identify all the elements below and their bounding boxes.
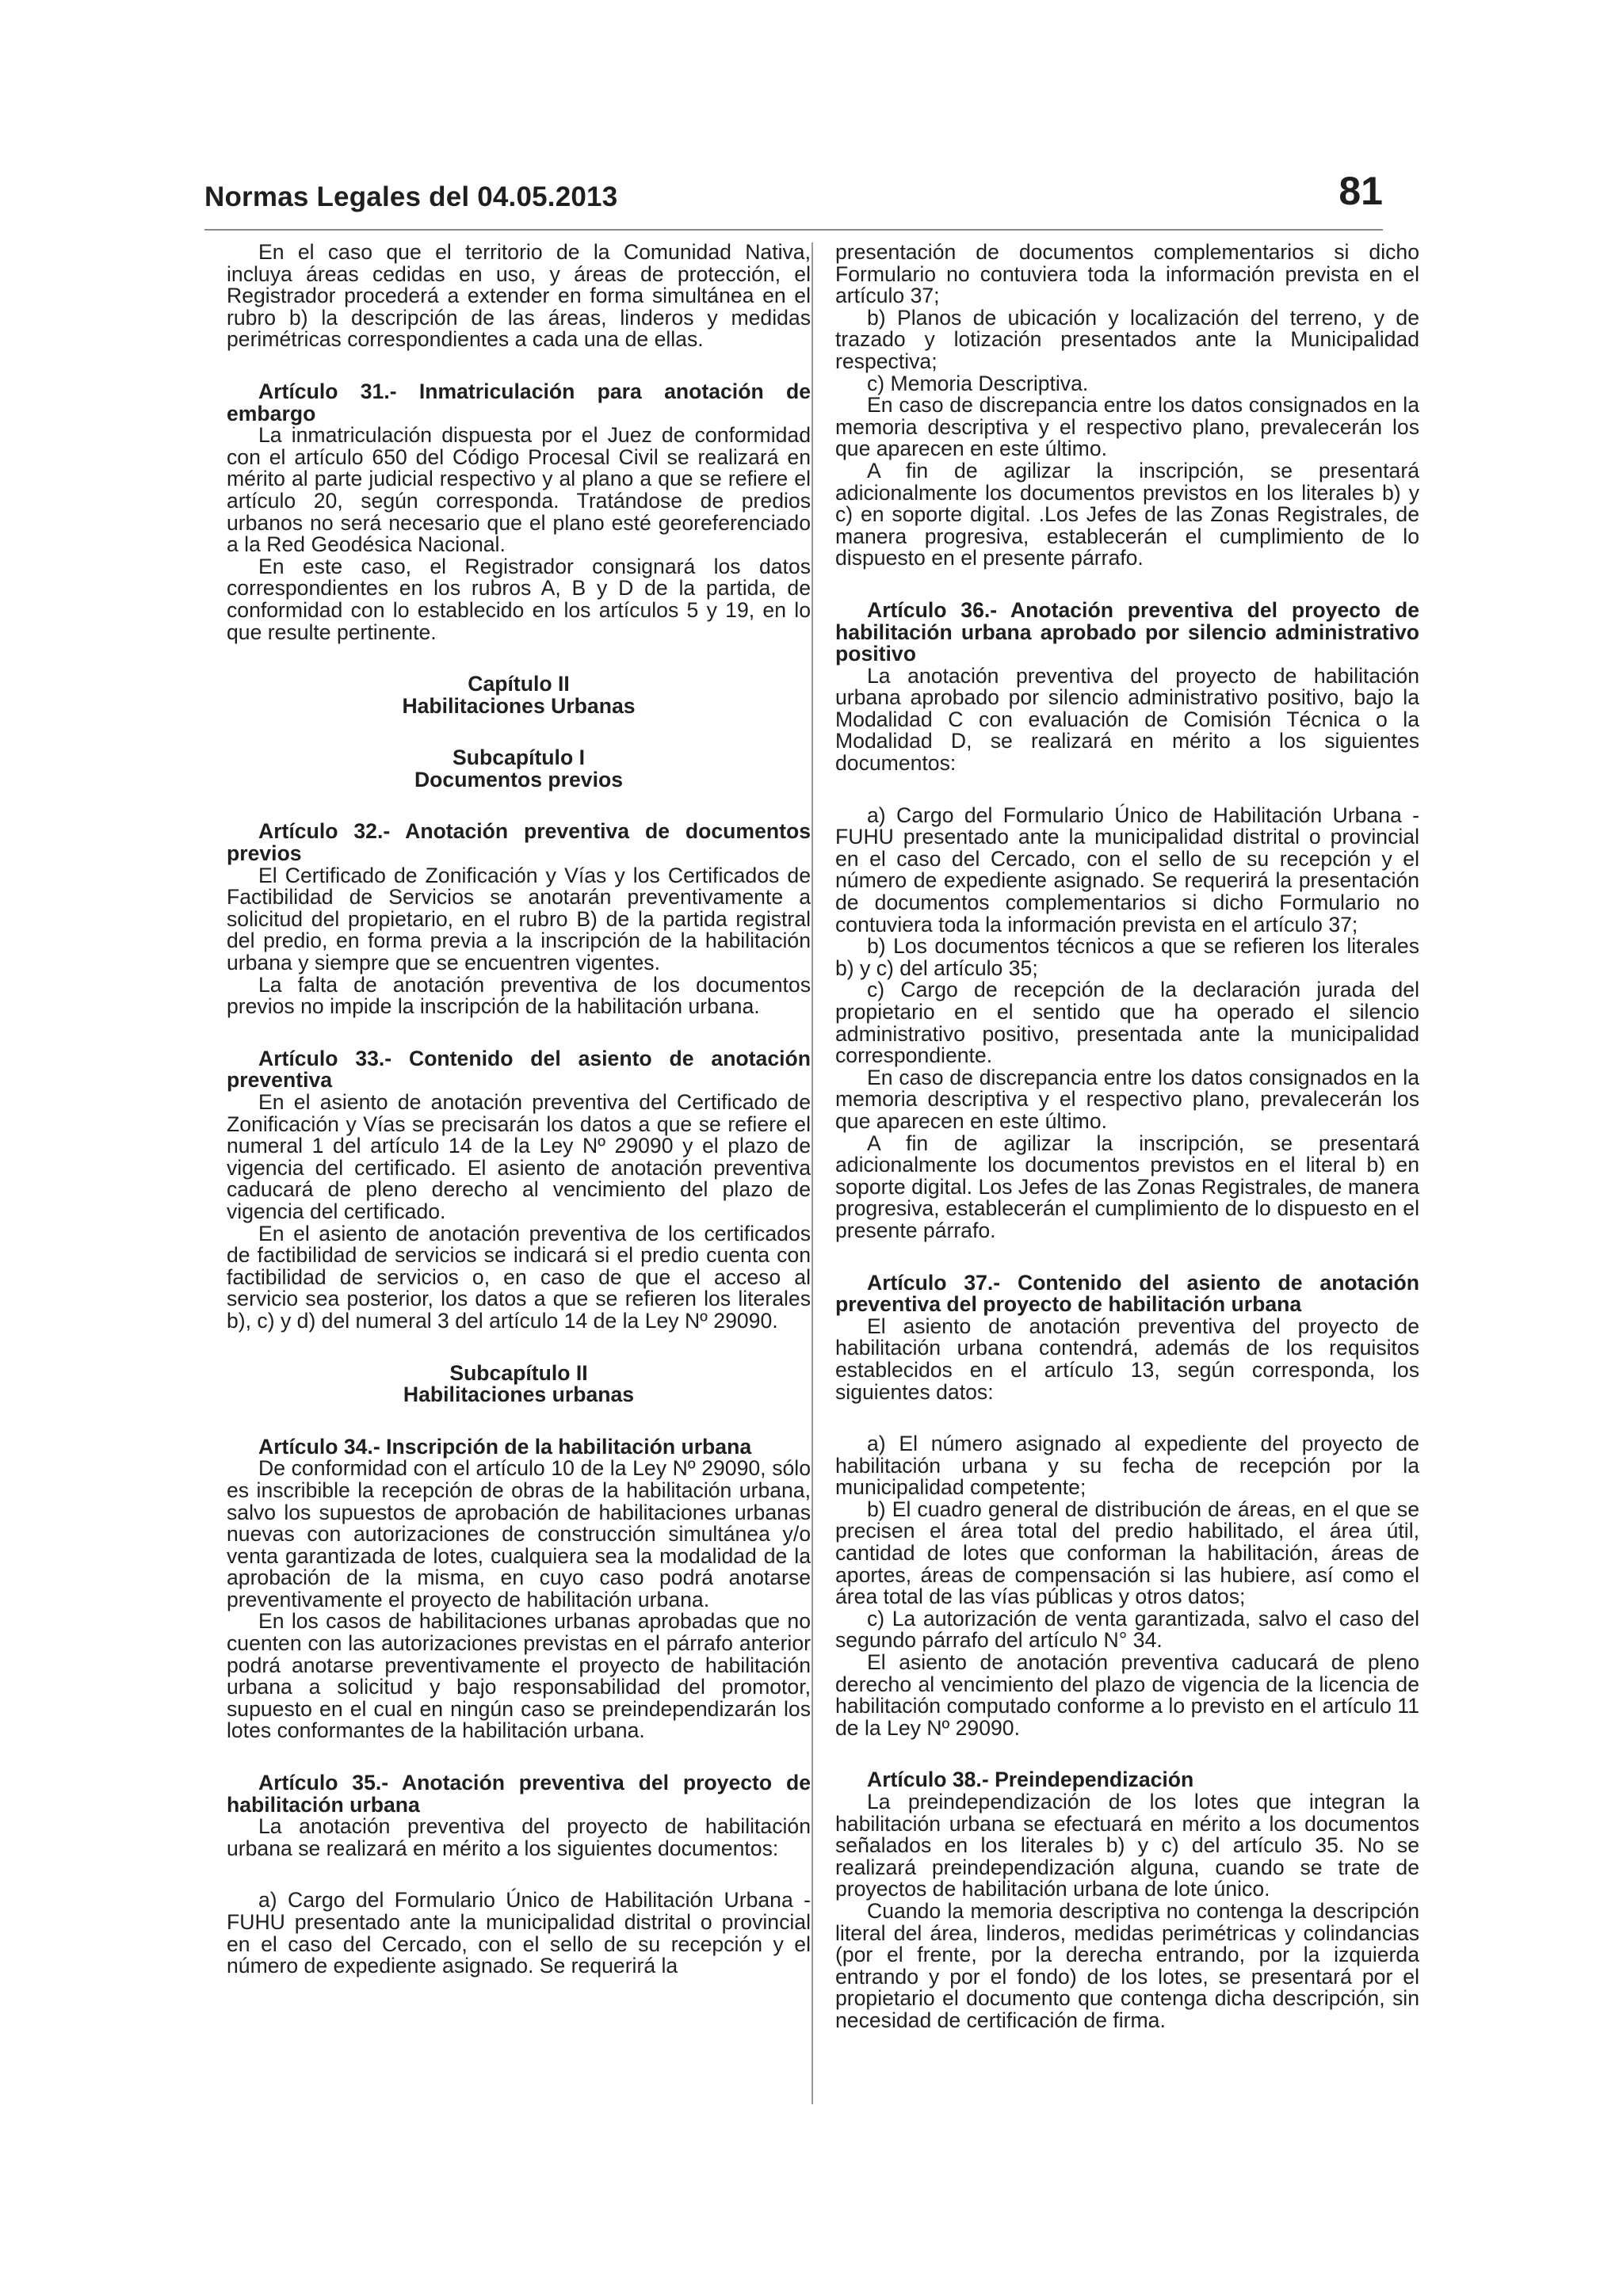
body-paragraph: En caso de discrepancia entre los datos consignados en la memoria descriptiva y el respectivo plano, prevalecerán los que aparecen en este último. [835, 1065, 1419, 1133]
body-paragraph: En los casos de habilitaciones urbanas aprobadas que no cuenten con las autorizaciones previstas en el párrafo anterior podrá anotarse preventivamente el proyecto de habilitación urbana a solicitud y bajo responsabilidad del promotor, supuesto en el cual en ningún caso se preindependizarán los lotes conformantes de la habilitación urbana. [227, 1609, 811, 1743]
list-item-paragraph: a) Cargo del Formulario Único de Habilitación Urbana - FUHU presentado ante la municipalidad distrital o provincial en el caso del Cercado, con el sello de su recepción y el número de expediente asignado. Se requerirá la presentación de documentos complementarios si dicho Formulario no contuviera toda la información prevista en el artículo 37; [835, 803, 1419, 936]
body-paragraph: En el caso que el territorio de la Comunidad Nativa, incluya áreas cedidas en uso, y áreas de protección, el Registrador procederá a extender en forma simultánea en el rubro b) la descripción de las áreas, linderos y medidas perimétricas correspondientes a cada una de ellas. [227, 240, 811, 352]
list-item-paragraph: a) Cargo del Formulario Único de Habilitación Urbana - FUHU presentado ante la municipalidad distrital o provincial en el caso del Cercado, con el sello de su recepción y el número de expediente asignado. Se requerirá la [227, 1888, 811, 1978]
left-column [227, 242, 811, 1978]
section-subheading: Habilitaciones urbanas [403, 1383, 635, 1407]
article-heading: Artículo 37.- Contenido del asiento de anotación preventiva del proyecto de habilitación urbana [835, 1270, 1419, 1317]
body-paragraph: b) Los documentos técnicos a que se refieren los literales b) y c) del artículo 35; [835, 934, 1419, 980]
article-heading: Artículo 34.- Inscripción de la habilitación urbana [258, 1434, 752, 1459]
article-heading: Artículo 33.- Contenido del asiento de anotación preventiva [227, 1046, 811, 1093]
body-paragraph: La anotación preventiva del proyecto de habilitación urbana aprobado por silencio administrativo positivo, bajo la Modalidad C con evaluación de Comisión Técnica o la Modalidad D, se realizará en mérito a los siguientes documentos: [835, 663, 1419, 776]
body-paragraph: La anotación preventiva del proyecto de habilitación urbana se realizará en mérito a los siguientes documentos: [227, 1814, 811, 1860]
body-paragraph: El asiento de anotación preventiva del proyecto de habilitación urbana contendrá, además de los requisitos establecidos en el artículo 13, según corresponda, los siguientes datos: [835, 1314, 1419, 1404]
body-paragraph: La falta de anotación preventiva de los documentos previos no impide la inscripción de la habilitación urbana. [227, 972, 811, 1019]
body-paragraph: En el asiento de anotación preventiva del Certificado de Zonificación y Vías se precisarán los datos a que se refiere el numeral 1 del artículo 14 de la Ley Nº 29090 y el plazo de vigencia del certificado. El asiento de anotación preventiva caducará de pleno derecho al vencimiento del plazo de vigencia del certificado. [227, 1090, 811, 1223]
list-item-paragraph: a) El número asignado al expediente del proyecto de habilitación urbana y su fecha de recepción por la municipalidad competente; [835, 1432, 1419, 1500]
body-paragraph: A fin de agilizar la inscripción, se presentará adicionalmente los documentos previstos en el literal b) en soporte digital. Los Jefes de las Zonas Registrales, de manera progresiva, establecerán el cumplimiento de lo dispuesto en el presente párrafo. [835, 1131, 1419, 1242]
section-subheading: Documentos previos [414, 767, 624, 791]
body-paragraph: La preindependización de los lotes que integran la habilitación urbana se efectuará en mérito a los documentos señalados en los literales b) y c) del artículo 35. No se realizará preindependización alguna, cuando se trate de proyectos de habilitación urbana de lote único. [835, 1790, 1419, 1901]
section-heading: Subcapítulo I [453, 746, 585, 770]
article-heading: Artículo 31.- Inmatriculación para anotación de embargo [227, 379, 811, 425]
section-heading: Capítulo II [468, 672, 570, 696]
body-paragraph: El asiento de anotación preventiva caducará de pleno derecho al vencimiento del plazo de vigencia de la licencia de habilitación computado conforme a lo previsto en el artículo 11 de la Ley Nº 29090. [835, 1650, 1419, 1740]
body-paragraph: A fin de agilizar la inscripción, se presentará adicionalmente los documentos previstos en los literales b) y c) en soporte digital. .Los Jefes de las Zonas Registrales, de manera progresiva, establecerán el cumplimiento de lo dispuesto en el presente párrafo. [835, 458, 1419, 570]
body-paragraph: b) Planos de ubicación y localización del terreno, y de trazado y lotización presentados ante la Municipalidad respectiva; [835, 305, 1419, 373]
body-paragraph: En el asiento de anotación preventiva de los certificados de factibilidad de servicios se indicará si el predio cuenta con factibilidad de servicios o, en caso de que el acceso al servicio sea posterior, los datos a que se refieren los literales b), c) y d) del numeral 3 del artículo 14 de la Ley Nº 29090. [227, 1221, 811, 1333]
article-heading: Artículo 38.- Preindependización [867, 1768, 1194, 1792]
body-paragraph: b) El cuadro general de distribución de áreas, en el que se precisen el área total del predio habilitado, el área útil, cantidad de lotes que conforman la habilitación, áreas de aportes, áreas de compensación si las hubiere, así como el área total de las vías públicas y otros datos; [835, 1497, 1419, 1609]
body-paragraph: presentación de documentos complementarios si dicho Formulario no contuviera toda la información prevista en el artículo 37; [835, 240, 1419, 308]
page-number: 81 [1338, 169, 1383, 213]
body-paragraph: Cuando la memoria descriptiva no contenga la descripción literal del área, linderos, medidas perimétricas y colindancias (por el frente, por la derecha entrando, por la izquierda entrando y por el fondo) de los lotes, se presentará por el propietario el documento que contenga dicha descripción, sin necesidad de certificación de firma. [835, 1898, 1419, 2032]
body-paragraph: c) La autorización de venta garantizada, salvo el caso del segundo párrafo del artículo N° 34. [835, 1606, 1419, 1653]
article-heading: Artículo 36.- Anotación preventiva del proyecto de habilitación urbana aprobado por silencio administrativo positivo [835, 597, 1419, 666]
section-heading: Subcapítulo II [449, 1360, 588, 1385]
column-divider [812, 242, 813, 2104]
body-paragraph: El Certificado de Zonificación y Vías y los Certificados de Factibilidad de Servicios se anotarán preventivamente a solicitud del propietario, en el rubro B) de la partida registral del predio, en forma previa a la inscripción de la habilitación urbana y siempre que se encuentren vigentes. [227, 863, 811, 975]
section-subheading: Habilitaciones Urbanas [402, 693, 636, 718]
body-paragraph: c) Cargo de recepción de la declaración jurada del propietario en el sentido que ha operado el silencio administrativo positivo, presentada ante la municipalidad correspondiente. [835, 978, 1419, 1068]
body-paragraph: De conformidad con el artículo 10 de la Ley Nº 29090, sólo es inscribible la recepción de obras de la habilitación urbana, salvo los supuestos de aprobación de habilitaciones urbanas nuevas con autorizaciones de construcción simultánea y/o venta garantizada de lotes, cualquiera sea la modalidad de la aprobación de la misma, en cuyo caso podrá anotarse preventivamente el proyecto de habilitación urbana. [227, 1456, 811, 1611]
article-heading: Artículo 35.- Anotación preventiva del proyecto de habilitación urbana [227, 1771, 811, 1817]
header-rule [204, 229, 1383, 231]
body-paragraph: En caso de discrepancia entre los datos consignados en la memoria descriptiva y el respectivo plano, prevalecerán los que aparecen en este último. [835, 393, 1419, 461]
body-paragraph: En este caso, el Registrador consignará los datos correspondientes en los rubros A, B y D de la partida, de conformidad con lo establecido en los artículos 5 y 19, en lo que resulte pertinente. [227, 554, 811, 644]
right-column [835, 242, 1419, 2032]
body-paragraph: c) Memoria Descriptiva. [867, 371, 1089, 395]
body-paragraph: La inmatriculación dispuesta por el Juez de conformidad con el artículo 650 del Código Procesal Civil se realizará en mérito al parte judicial respectivo y al plano a que se refiere el artículo 20, según corresponda. Tratándose de predios urbanos no será necesario que el plano esté georeferenciado a la Red Geodésica Nacional. [227, 423, 811, 557]
page-header-title: Normas Legales del 04.05.2013 [204, 181, 618, 212]
article-heading: Artículo 32.- Anotación preventiva de documentos previos [227, 819, 811, 866]
